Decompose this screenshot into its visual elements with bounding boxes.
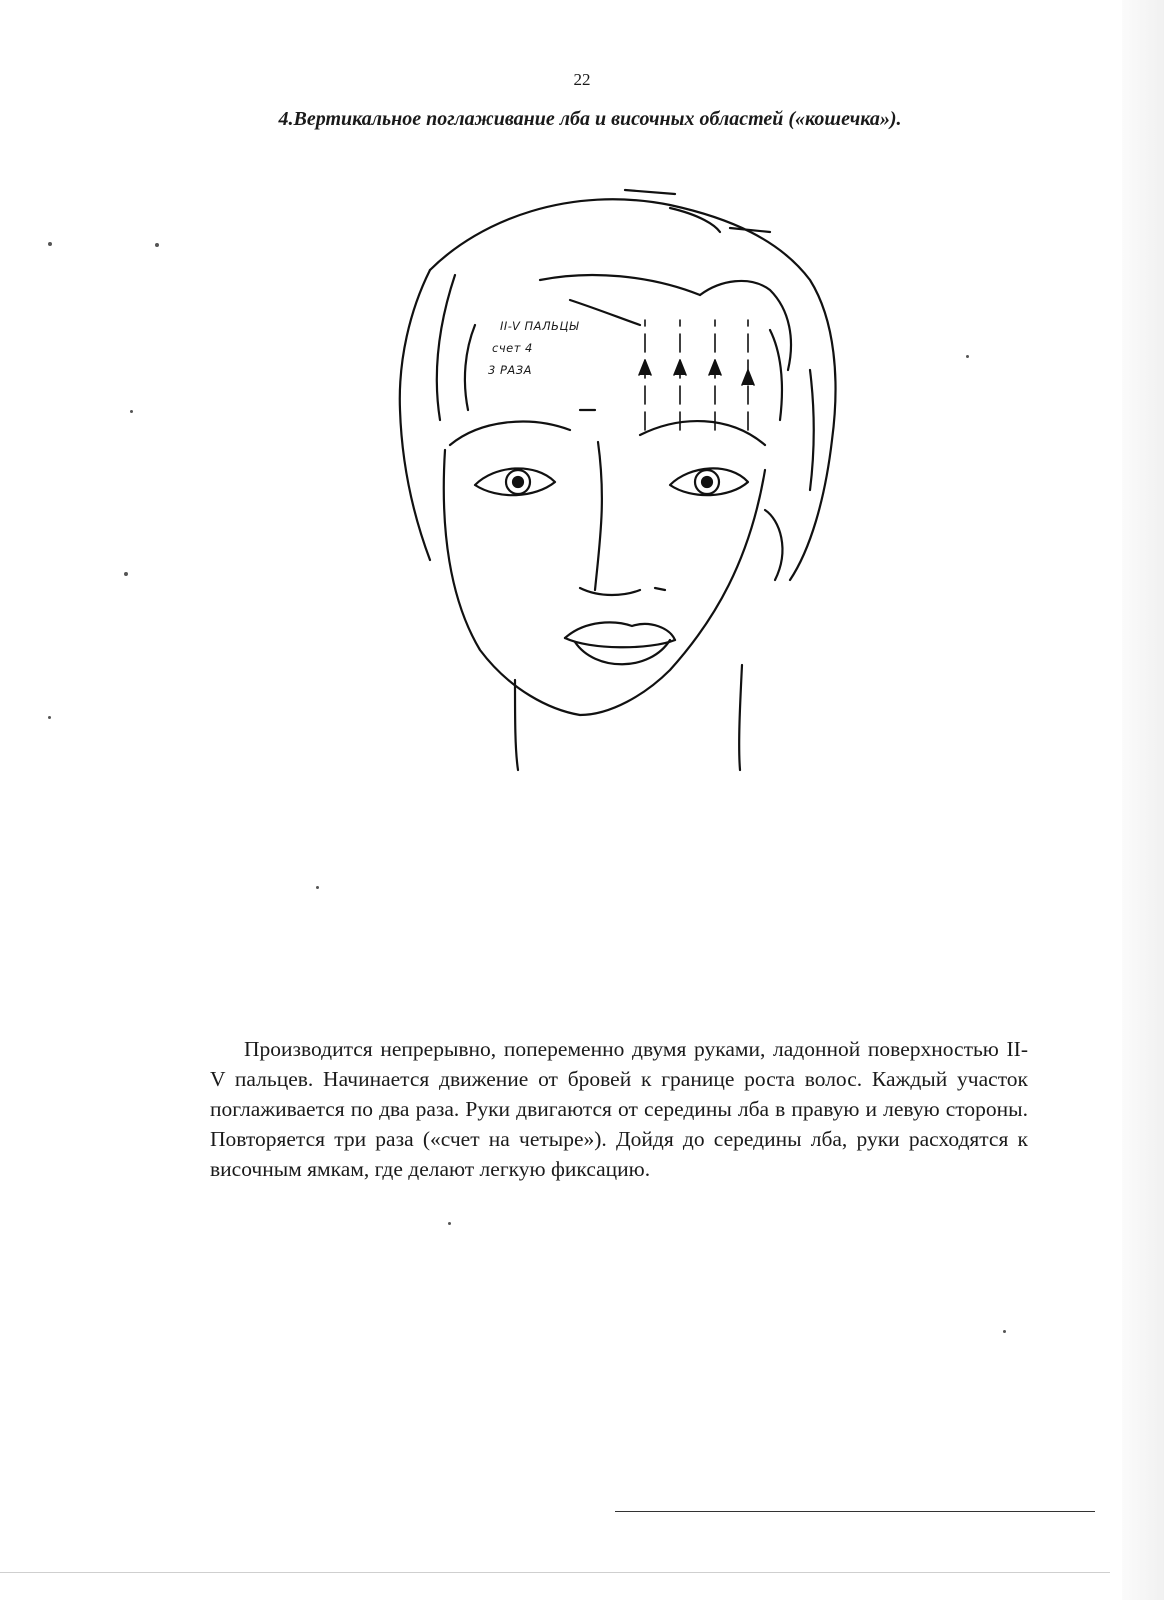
note-repeats: 3 РАЗА	[488, 363, 533, 377]
scan-speck	[155, 243, 159, 247]
note-fingers: II-V ПАЛЬЦЫ	[500, 319, 579, 333]
scan-speck	[448, 1222, 451, 1225]
section-heading: 4.Вертикальное поглаживание лба и височных областей («кошечка»).	[278, 108, 902, 130]
mouth	[565, 622, 675, 664]
left-eye	[475, 468, 555, 495]
description-paragraph	[210, 1034, 1028, 1184]
footer-rule	[615, 1511, 1095, 1512]
scan-speck	[48, 242, 52, 246]
stroke-direction-arrows	[639, 320, 754, 430]
page-number: 22	[573, 70, 591, 89]
note-count: счет 4	[492, 341, 533, 355]
scan-speck	[124, 572, 128, 576]
scan-speck	[130, 410, 133, 413]
paragraph-text: Производится непрерывно, попеременно двумя руками, ладонной поверхностью II- V пальцев. Начинается движение от бровей к границе роста волос. Каждый участок поглаживается по два раза. Руки двигаются от середины лба в правую и левую стороны. Повторяется три раза («счет на четыре»). Дойдя до середины лба, руки расходятся к височным ямкам, где делают легкую фиксацию.	[210, 1037, 1028, 1181]
scan-edge-line	[0, 1572, 1110, 1573]
right-eye	[670, 468, 748, 495]
page-edge-shadow	[1122, 0, 1164, 1600]
face-illustration	[370, 180, 870, 800]
scan-speck	[1003, 1330, 1006, 1333]
scan-speck	[966, 355, 969, 358]
scan-speck	[316, 886, 319, 889]
neck	[515, 680, 518, 770]
nose	[595, 442, 602, 590]
hair-outline	[430, 199, 836, 580]
scan-speck	[48, 716, 51, 719]
